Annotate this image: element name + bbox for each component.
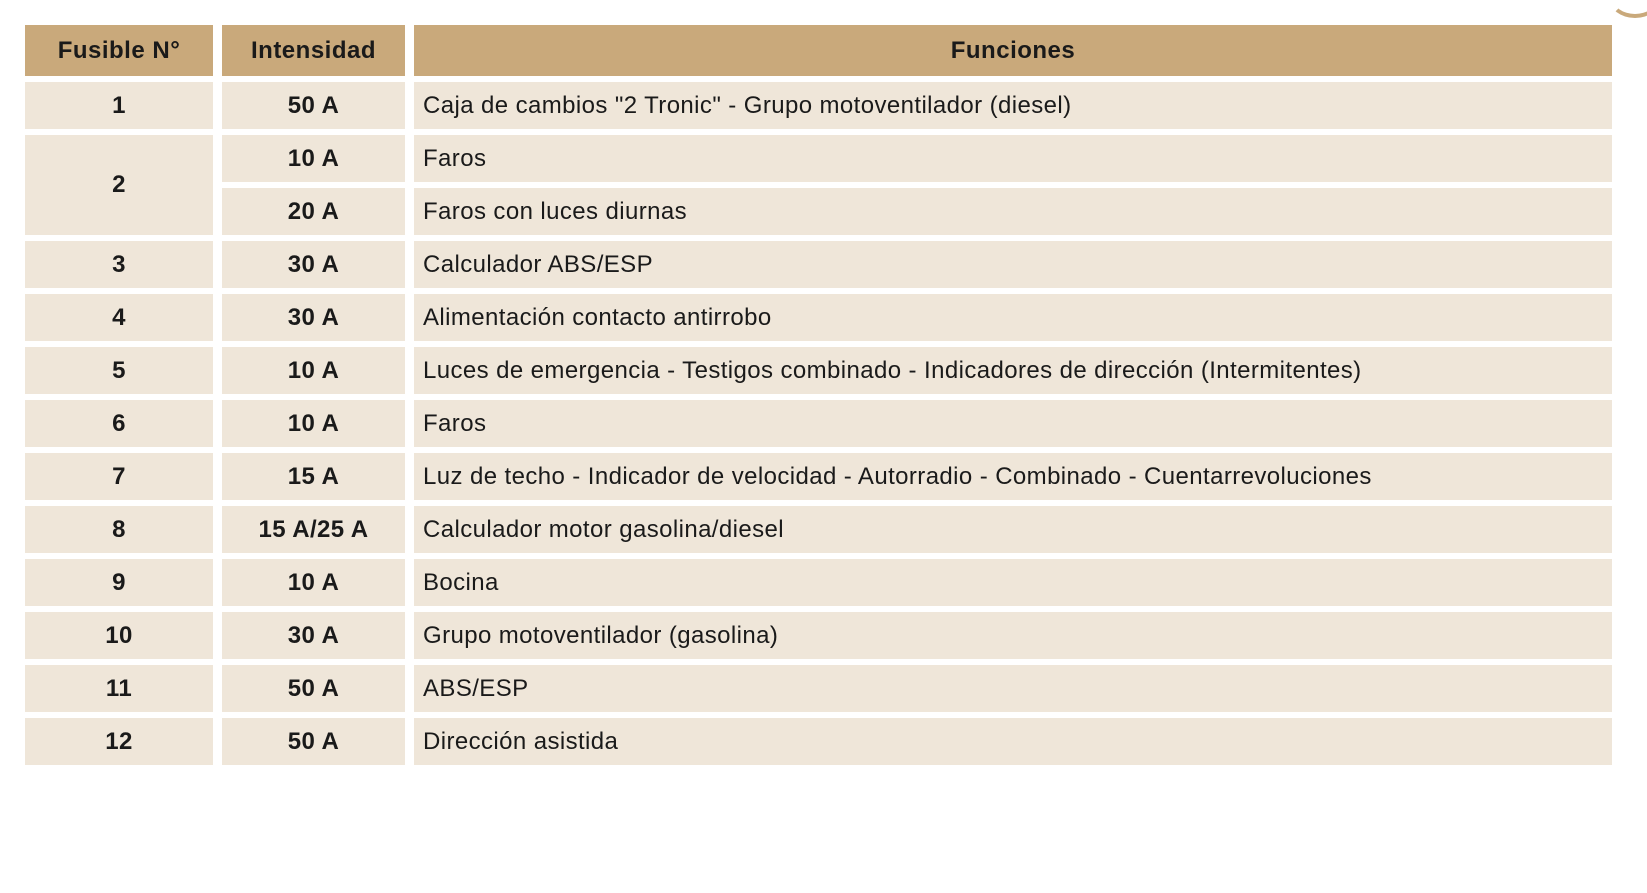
fuse-intensity: 10 A	[222, 400, 405, 447]
fuse-intensity: 30 A	[222, 294, 405, 341]
fuse-number: 4	[25, 294, 213, 341]
fuse-intensity: 15 A/25 A	[222, 506, 405, 553]
fuse-function: Calculador motor gasolina/diesel	[414, 506, 1612, 553]
fuse-intensity: 10 A	[222, 347, 405, 394]
fuse-intensity: 10 A	[222, 135, 405, 182]
fuse-intensity: 30 A	[222, 612, 405, 659]
fuse-number: 8	[25, 506, 213, 553]
fuse-number: 6	[25, 400, 213, 447]
fuse-number: 9	[25, 559, 213, 606]
fuse-intensity: 10 A	[222, 559, 405, 606]
fuse-function: Caja de cambios "2 Tronic" - Grupo motoventilador (diesel)	[414, 82, 1612, 129]
fuse-function: Alimentación contacto antirrobo	[414, 294, 1612, 341]
fuse-intensity: 20 A	[222, 188, 405, 235]
fuse-function: Grupo motoventilador (gasolina)	[414, 612, 1612, 659]
fuse-function: Calculador ABS/ESP	[414, 241, 1612, 288]
fuse-table	[25, 25, 1611, 765]
fuse-number: 5	[25, 347, 213, 394]
fuse-number: 3	[25, 241, 213, 288]
header-intensity: Intensidad	[222, 25, 405, 76]
fuse-number: 12	[25, 718, 213, 765]
fuse-number: 2	[25, 135, 213, 235]
fuse-function: Faros con luces diurnas	[414, 188, 1612, 235]
fuse-function: Faros	[414, 135, 1612, 182]
fuse-intensity: 15 A	[222, 453, 405, 500]
header-fuse-number: Fusible N°	[25, 25, 213, 76]
fuse-intensity: 50 A	[222, 665, 405, 712]
fuse-function: Dirección asistida	[414, 718, 1612, 765]
fuse-number: 10	[25, 612, 213, 659]
fuse-function: Luces de emergencia - Testigos combinado - Indicadores de dirección (Intermitentes)	[414, 347, 1612, 394]
fuse-function: Luz de techo - Indicador de velocidad - Autorradio - Combinado - Cuentarrevoluciones	[414, 453, 1612, 500]
fuse-number: 1	[25, 82, 213, 129]
fuse-intensity: 50 A	[222, 82, 405, 129]
fuse-intensity: 50 A	[222, 718, 405, 765]
fuse-intensity: 30 A	[222, 241, 405, 288]
fuse-number: 11	[25, 665, 213, 712]
fuse-function: Faros	[414, 400, 1612, 447]
fuse-function: ABS/ESP	[414, 665, 1612, 712]
fuse-function: Bocina	[414, 559, 1612, 606]
page-corner-curl-icon	[1609, 0, 1647, 18]
header-functions: Funciones	[414, 25, 1612, 76]
fuse-number: 7	[25, 453, 213, 500]
